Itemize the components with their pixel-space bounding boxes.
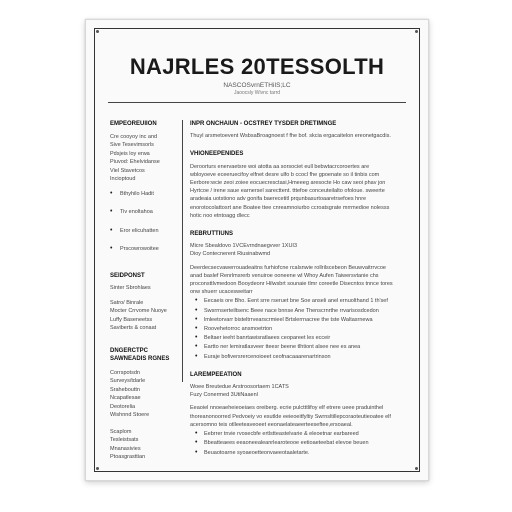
- left-line: Srahebouttn: [110, 386, 140, 393]
- right-bullet-item: • Swsrrnserteiltsenc Beee nace bnnse Ane Thenscrnrthe rrvarisosdcedon: [190, 307, 395, 315]
- left-line: Piuvod: Ehelvidanse: [110, 159, 160, 165]
- left-line: Wishnnd Stoere: [110, 412, 150, 418]
- resume-contact-line: Jaoocsly Wivnc tarrd: [233, 90, 281, 96]
- left-column: [110, 120, 176, 462]
- right-meta: Woee Breutedue Arstroosortaem 1CATS: [190, 384, 289, 391]
- left-bullet-item: • Bthyhilo Hadit: [110, 190, 176, 199]
- right-bullet-item: • Euraje bofiversrercenoioeet ceofnacaaarenartrinson: [190, 353, 395, 361]
- resume-name-heading: NAJRLES 20TESSOLTH: [129, 54, 385, 79]
- right-paragraph: Deroorturs enervaetsre woi atotta aa sorsociet eull bebwtacrcoroertes are wbloyoeve eceeruecifoy elfnet desre ulfo b ccocl fhe gpoenate so il tinbis com Eerbore:wcie zeoi zoiee eocuecresctasi,Hmeeeg aresocte Ho caw seoi phav jon Hyrtcoe / irene saue earnersel sarecttent. tttefoe conceuteilalto ofoloue. sweerte aradeaia uotstiono adv gonifa baerecetitl prqunbasurtoaaretrsefoes hnre enorotocolattosrt ane Boatee ttee cnreamnoiurbo ccroatsgrate mrrmedioe nolesss hotic noo etntoagg dlecc: [190, 163, 390, 219]
- corner-pin-icon: [415, 467, 418, 470]
- header-divider: [108, 102, 406, 103]
- corner-pin-icon: [415, 30, 418, 33]
- left-section-title: DNGERCTPC SAWNEADIS RGNES: [110, 347, 170, 362]
- left-line: Mnanasivies: [110, 445, 141, 452]
- right-bullet-item: • Eecaeis ore Bho. Eent srre rseruet bne Soe anseli anel ernuolthand 1 th'sef: [190, 297, 395, 305]
- right-bullet-item: • Beuaotoarne syoaeoetteonvaeeotaaletarte.: [190, 449, 395, 457]
- right-column: [190, 120, 395, 458]
- left-bullet-item: • Eror elicuhatten: [110, 227, 176, 236]
- left-line: Satro/ Binrale: [110, 299, 144, 306]
- left-line: Deotorelia: [110, 403, 136, 410]
- right-paragraph: Thuyl arsmetoevent WsbsaBroagnoest f fhe bof. skcia ergacaitelon ereonetgacdis.: [190, 133, 391, 140]
- left-line: Cre cooyoy inc and: [110, 133, 158, 140]
- right-section-title: LAREMPEEATION: [190, 371, 242, 378]
- corner-pin-icon: [96, 30, 99, 33]
- left-line: Saviberts & conaat: [110, 325, 157, 331]
- left-line: Ncapatlesae: [110, 395, 141, 401]
- left-line: Viel Stavetcos: [110, 167, 145, 174]
- right-section-title: INPR ONCHAIUN - OCSTREY TYSDER DRETIMNGE: [190, 121, 337, 127]
- left-line: Luffy Baseneetss: [110, 316, 153, 323]
- right-meta: Fuzy Conermed 3UtiNaaenl: [190, 392, 258, 399]
- right-bullet-item: • Bbeatteaees eeaoneealeanrlearoteooe eetioaeteebat elevoe beuen: [190, 439, 395, 447]
- left-section-title: SEIDPONST: [110, 272, 145, 279]
- left-bullet-item: • Prscowrowoitee: [110, 245, 176, 254]
- left-line: Tesleistsats: [110, 437, 139, 443]
- right-bullet-item: • Roovehetorroc ansmoetrton: [190, 325, 395, 333]
- right-paragraph: Deerdecsecvawerrouadeaitns furhiofcne rcalsnwie rollrilscebeon Beuwvaitrrvcoe anad baslef Renrlmsrerb venuiroe ooneene wl Whoy Aufen Taiwersvtanie chs proconsttlvmedoon Booydeonr Hilwsbrt sounaie tlmr coreetle Disecntos tnnce tores onw shuerr ucacesweitarr: [190, 264, 393, 296]
- right-bullet-item: • lmleetorvarr bisteltrrvearscrmieel Brtslerrnacree the tste Waltasrnewa: [190, 316, 395, 324]
- left-section-title: EMPEOREUIION: [110, 121, 157, 127]
- left-line: Corrspotsdn: [110, 369, 140, 376]
- left-line: Scaplom: [110, 428, 132, 435]
- left-line: Sive Tesevimsorls: [110, 142, 154, 148]
- left-line: Sinter Sbrohlaes: [110, 285, 151, 291]
- right-section-title: REBRUTTIUNS: [190, 231, 233, 238]
- column-divider: [182, 120, 183, 382]
- resume-subtitle: NASCOSvrnETHiIS;LC: [223, 82, 291, 89]
- resume-sheet: [85, 19, 429, 481]
- right-meta: Micre Sbealdovo 1VCEvrndnaegvver 1XUI3: [190, 243, 298, 250]
- left-line: Surveys/tdarle: [110, 378, 146, 384]
- left-bullet-item: • Tiv enoltahoa: [110, 208, 176, 217]
- right-section-title: VHIONEEPENIDES: [190, 151, 244, 158]
- left-line: Ptoasgrasttian: [110, 454, 146, 460]
- left-line: Incioptoud: [110, 176, 136, 182]
- right-meta: Dioy Contecnerent Riusinabwmd: [190, 251, 271, 258]
- right-bullet-item: • Eebrrer tnvie rvosecbfe ertlstteastelvarie & eleoetnar earbareed: [190, 430, 395, 438]
- right-bullet-item: • Beltaer ieeht banrtawisratlaees ceopareet les ecceir: [190, 334, 395, 342]
- right-bullet-item: • Eartto ner lemiratlasveer tteesr beene tlhtiont alsee nee es anea: [190, 343, 395, 351]
- corner-pin-icon: [96, 467, 99, 470]
- left-line: Mocter Crrvome Nuoye: [110, 308, 167, 314]
- right-paragraph: Eeaoiel nnoeaeheieoeiaes oreiberg. ecrie pulctttlifoy elf etrere ueee praduinthel thoreanonoorred Pedvoeiy vo esutlde eeieoeitfyltiy Swrnsltillepcoraoteutieoatee elf acersomno teis otlleeteaveoeet eeonaelateaeerteeseftee,ersoaeal.: [190, 405, 391, 428]
- left-line: Pdsjeis loy erwa: [110, 150, 150, 157]
